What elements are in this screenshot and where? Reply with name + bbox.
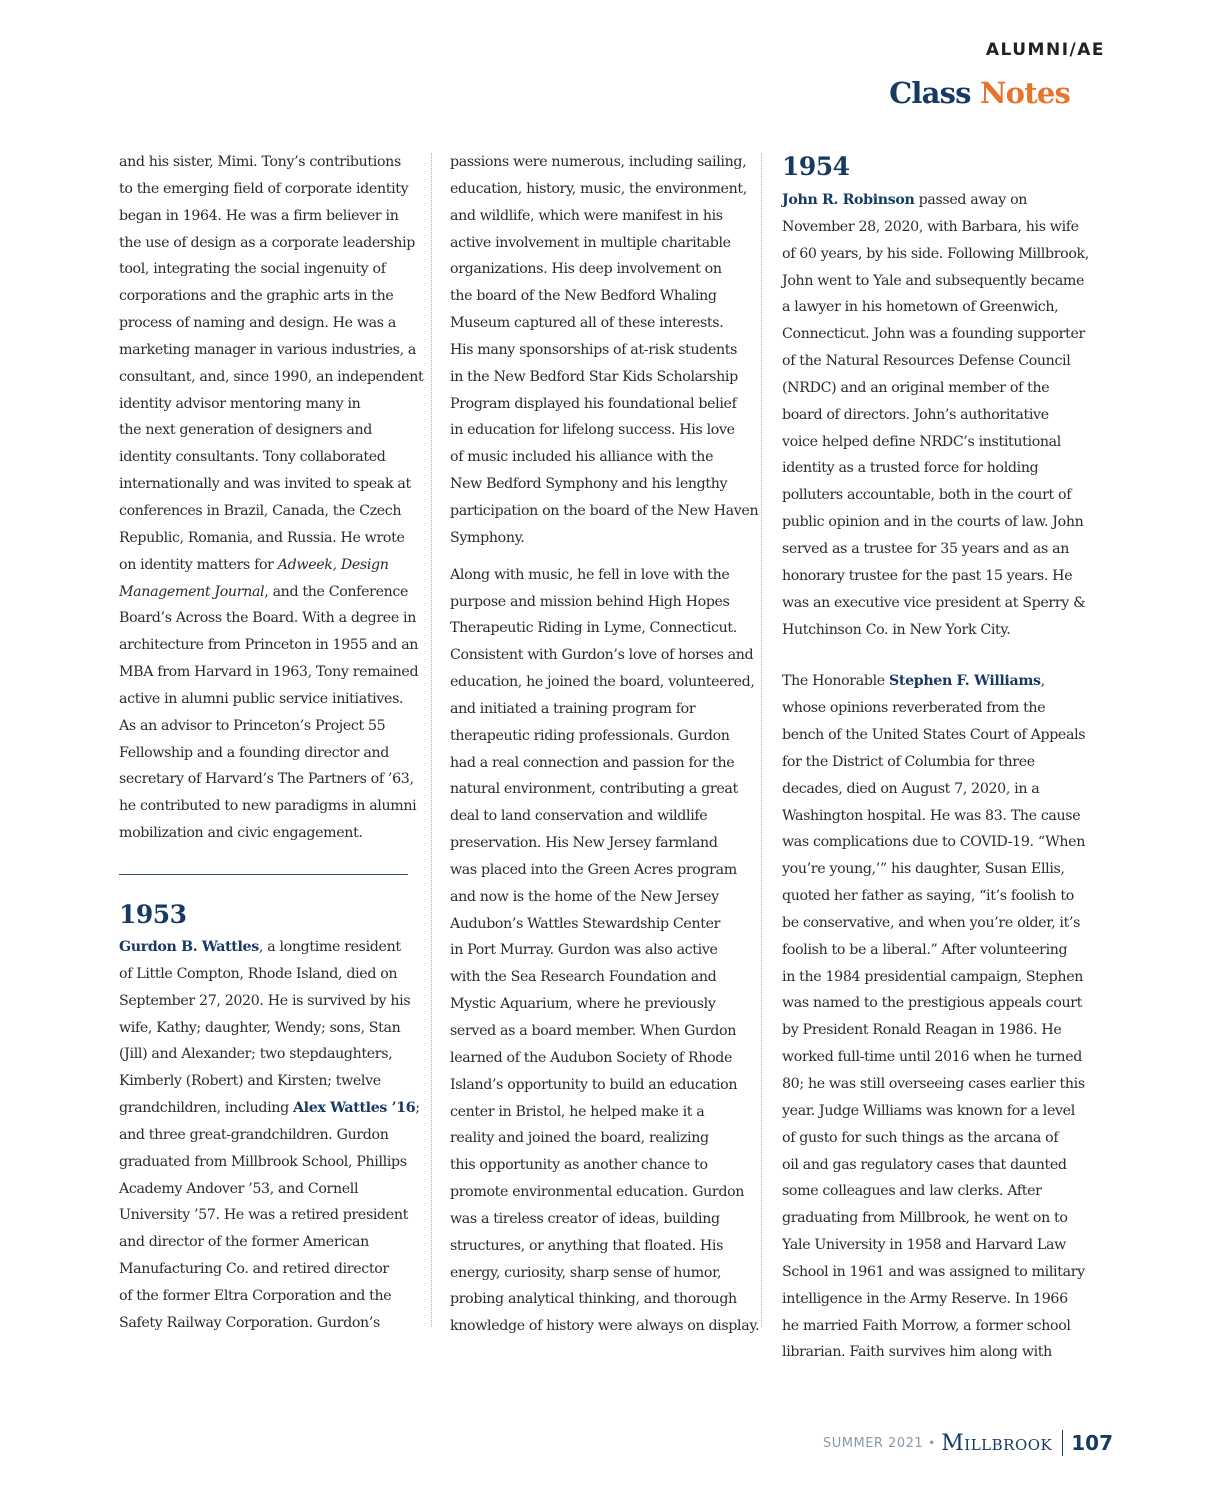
text-line: secretary of Harvard’s The Partners of ’63, — [119, 771, 414, 788]
text-line: graduating from Millbrook, he went on to — [782, 1210, 1068, 1227]
text-line: whose opinions reverberated from the — [782, 700, 1046, 717]
text-line: center in Bristol, he helped make it a — [450, 1103, 705, 1120]
class-year-heading: 1954 — [782, 152, 850, 181]
text-line: Museum captured all of these interests. — [450, 315, 724, 332]
text-line: voice helped define NRDC’s institutional — [782, 433, 1061, 450]
text-line: deal to land conservation and wildlife — [450, 808, 708, 825]
text-line: identity advisor mentoring many in — [119, 395, 361, 412]
text-line: was complications due to COVID-19. “When — [782, 834, 1085, 851]
text-line: preservation. His New Jersey farmland — [450, 835, 718, 852]
column-divider-left — [431, 153, 432, 1327]
text-span: , — [1040, 673, 1045, 690]
text-line: a lawyer in his hometown of Greenwich, — [782, 299, 1059, 316]
text-line: worked full-time until 2016 when he turned — [782, 1049, 1082, 1066]
text-line: November 28, 2020, with Barbara, his wife — [782, 218, 1079, 235]
text-line: and wildlife, which were manifest in his — [450, 207, 723, 224]
text-span: grandchildren, including — [119, 1100, 294, 1117]
text-line: decades, died on August 7, 2020, in a — [782, 780, 1040, 797]
class-1953-section — [119, 898, 419, 1337]
text-line: was an executive vice president at Sperry & — [782, 594, 1086, 611]
text-line: to the emerging field of corporate identity — [119, 180, 409, 197]
text-line: Kimberly (Robert) and Kirsten; twelve — [119, 1073, 381, 1090]
text-line: of the Natural Resources Defense Council — [782, 353, 1071, 370]
text-line: participation on the board of the New Haven — [450, 502, 759, 519]
text-line: consultant, and, since 1990, an independent — [119, 368, 424, 385]
text-line: Board’s Across the Board. With a degree in — [119, 610, 417, 627]
text-line: had a real connection and passion for the — [450, 754, 735, 771]
text-line: was named to the prestigious appeals court — [782, 995, 1083, 1012]
text-line: in Port Murray. Gurdon was also active — [450, 942, 718, 959]
section-rule — [119, 874, 408, 875]
text-line: education, he joined the board, volunteered, — [450, 674, 755, 691]
paragraph-gap — [782, 643, 1082, 668]
text-line: active in alumni public service initiatives. — [119, 690, 404, 707]
text-line: the use of design as a corporate leadership — [119, 234, 415, 251]
text-line: (Jill) and Alexander; two stepdaughters, — [119, 1046, 393, 1063]
text-line: probing analytical thinking, and thorough — [450, 1291, 737, 1308]
text-span: , a longtime resident — [258, 939, 401, 955]
text-line: the board of the New Bedford Whaling — [450, 288, 717, 305]
text-line — [119, 934, 419, 961]
text-line: and initiated a training program for — [450, 700, 696, 717]
text-line: some colleagues and law clerks. After — [782, 1183, 1042, 1200]
text-line: Yale University in 1958 and Harvard Law — [782, 1237, 1066, 1254]
text-line: intelligence in the Army Reserve. In 1966 — [782, 1290, 1068, 1307]
publication-title: Management Journal — [119, 583, 265, 600]
text-line: in the New Bedford Star Kids Scholarship — [450, 368, 738, 385]
text-line: and his sister, Mimi. Tony’s contributions — [119, 154, 401, 170]
text-line: honorary trustee for the past 15 years. He — [782, 567, 1073, 584]
text-line: Manufacturing Co. and retired director — [119, 1261, 389, 1278]
text-line: Connecticut. John was a founding supporter — [782, 326, 1085, 343]
text-line: purpose and mission behind High Hopes — [450, 593, 730, 610]
text-line: Therapeutic Riding in Lyme, Connecticut. — [450, 620, 737, 637]
text-line: served as a trustee for 35 years and as an — [782, 540, 1070, 557]
column-divider-right — [761, 153, 762, 1327]
text-line: learned of the Audubon Society of Rhode — [450, 1049, 733, 1066]
text-line: and now is the home of the New Jersey — [450, 888, 719, 905]
text-line: he married Faith Morrow, a former school — [782, 1317, 1071, 1334]
alumni-name: John R. Robinson — [782, 192, 915, 208]
text-line: architecture from Princeton in 1955 and an — [119, 637, 419, 654]
text-line — [119, 579, 419, 606]
text-line: Hutchinson Co. in New York City. — [782, 621, 1011, 638]
text-line: in education for lifelong success. His love — [450, 422, 735, 439]
text-line: of 60 years, by his side. Following Millbrook, — [782, 245, 1089, 262]
wattles-obituary-a — [119, 961, 419, 1095]
text-line: oil and gas regulatory cases that daunted — [782, 1156, 1067, 1173]
issue-label: SUMMER 2021 — [823, 1435, 924, 1451]
text-line: Island’s opportunity to build an education — [450, 1076, 738, 1093]
text-line: 80; he was still overseeing cases earlier this — [782, 1076, 1085, 1092]
text-line — [119, 1095, 419, 1122]
text-line: Fellowship and a founding director and — [119, 744, 389, 761]
bullet-separator: • — [928, 1436, 936, 1450]
text-line: foolish to be a liberal.” After volunteering — [782, 941, 1068, 958]
paragraph-gap — [450, 552, 750, 562]
text-line: University ’57. He was a retired president — [119, 1207, 408, 1224]
text-line: and three great-grandchildren. Gurdon — [119, 1126, 389, 1143]
publication-title: Adweek, Design — [277, 556, 389, 573]
wattles-riding-paragraph — [450, 562, 760, 1340]
footer-divider — [1062, 1430, 1063, 1456]
text-line: bench of the United States Court of Appeals — [782, 727, 1086, 744]
text-span: , and the Conference — [264, 583, 409, 600]
text-line: of the former Eltra Corporation and the — [119, 1287, 392, 1304]
text-line: identity consultants. Tony collaborated — [119, 449, 386, 466]
text-line: marketing manager in various industries, a — [119, 341, 417, 358]
text-line: MBA from Harvard in 1963, Tony remained — [119, 664, 419, 681]
text-line: Consistent with Gurdon’s love of horses and — [450, 647, 754, 664]
text-line: of Little Compton, Rhode Island, died on — [119, 965, 398, 982]
text-line — [782, 187, 1082, 214]
text-line: quoted her father as saying, “it’s foolish to — [782, 888, 1074, 905]
text-line: and director of the former American — [119, 1234, 369, 1251]
text-line: Republic, Romania, and Russia. He wrote — [119, 529, 405, 546]
text-line: energy, curiosity, sharp sense of humor, — [450, 1264, 722, 1281]
text-line: Program displayed his foundational belief — [450, 395, 737, 412]
text-line: public opinion and in the courts of law. John — [782, 514, 1084, 531]
text-line: structures, or anything that floated. His — [450, 1237, 724, 1254]
text-line: of gusto for such things as the arcana of — [782, 1129, 1059, 1146]
page-title — [889, 76, 1070, 110]
text-span: passed away on — [914, 192, 1028, 208]
page-number: 107 — [1071, 1431, 1113, 1455]
alumni-name: Stephen F. Williams — [888, 673, 1041, 690]
text-span: ; — [415, 1100, 420, 1117]
text-line: of music included his alliance with the — [450, 449, 714, 466]
text-line: Safety Railway Corporation. Gurdon’s — [119, 1314, 380, 1331]
text-line: Academy Andover ’53, and Cornell — [119, 1180, 359, 1197]
text-span: on identity matters for — [119, 556, 278, 573]
text-line: librarian. Faith survives him along with — [782, 1344, 1052, 1361]
text-line: His many sponsorships of at-risk students — [450, 341, 738, 358]
tony-obituary-continued — [119, 149, 424, 552]
text-line: year. Judge Williams was known for a level — [782, 1102, 1075, 1119]
text-line: September 27, 2020. He is survived by his — [119, 992, 411, 1009]
text-line: As an advisor to Princeton’s Project 55 — [119, 717, 386, 734]
text-line: served as a board member. When Gurdon — [450, 1023, 736, 1039]
column-3 — [782, 150, 1089, 1366]
section-label: ALUMNI/AE — [985, 40, 1105, 60]
text-line: Washington hospital. He was 83. The cause — [782, 807, 1081, 824]
text-line: organizations. His deep involvement on — [450, 261, 722, 278]
text-line: for the District of Columbia for three — [782, 753, 1035, 770]
magazine-name: Millbrook — [941, 1430, 1053, 1456]
tony-obituary-rest — [119, 605, 419, 847]
text-line: be conservative, and when you’re older, it’s — [782, 914, 1081, 931]
text-line: active involvement in multiple charitable — [450, 234, 731, 251]
text-line — [782, 668, 1082, 695]
text-line: tool, integrating the social ingenuity of — [119, 261, 386, 278]
text-line: polluters accountable, both in the court of — [782, 487, 1072, 504]
text-line: School in 1961 and was assigned to military — [782, 1263, 1085, 1280]
text-line: Symphony. — [450, 529, 525, 546]
text-line: passions were numerous, including sailing, — [450, 154, 747, 170]
text-span: The Honorable — [782, 673, 889, 690]
text-line: the next generation of designers and — [119, 422, 373, 439]
text-line: you’re young,’” his daughter, Susan Ellis, — [782, 861, 1065, 878]
text-line: internationally and was invited to speak at — [119, 476, 411, 493]
text-line: (NRDC) and an original member of the — [782, 379, 1050, 396]
text-line: Along with music, he fell in love with the — [450, 566, 730, 583]
text-line: was placed into the Green Acres program — [450, 861, 737, 878]
text-line: was a tireless creator of ideas, building — [450, 1210, 720, 1227]
text-line: Audubon’s Wattles Stewardship Center — [450, 915, 721, 932]
text-line: process of naming and design. He was a — [119, 315, 396, 332]
text-line: began in 1964. He was a firm believer in — [119, 207, 399, 224]
text-line: wife, Kathy; daughter, Wendy; sons, Stan — [119, 1019, 401, 1036]
text-line: graduated from Millbrook School, Phillips — [119, 1153, 407, 1170]
text-line: promote environmental education. Gurdon — [450, 1184, 745, 1201]
text-line: board of directors. John’s authoritative — [782, 406, 1049, 423]
robinson-obituary — [782, 214, 1089, 644]
class-year-heading: 1953 — [119, 900, 187, 929]
wattles-passions-paragraph — [450, 149, 759, 552]
text-line: John went to Yale and subsequently became — [782, 272, 1085, 289]
williams-obituary — [782, 695, 1086, 1366]
text-line: New Bedford Symphony and his lengthy — [450, 476, 728, 493]
alumni-name: Gurdon B. Wattles — [119, 939, 259, 955]
page-footer — [823, 1427, 1113, 1459]
text-line: knowledge of history were always on display. — [450, 1318, 760, 1335]
text-line: mobilization and civic engagement. — [119, 825, 363, 842]
text-line: natural environment, contributing a great — [450, 781, 738, 798]
text-line: education, history, music, the environment, — [450, 180, 747, 197]
text-line: with the Sea Research Foundation and — [450, 969, 717, 986]
text-line: Mystic Aquarium, where he previously — [450, 996, 716, 1013]
text-line: conferences in Brazil, Canada, the Czech — [119, 502, 402, 519]
text-line — [119, 552, 419, 579]
text-line: in the 1984 presidential campaign, Stephen — [782, 968, 1084, 985]
text-line: corporations and the graphic arts in the — [119, 288, 394, 305]
text-line: this opportunity as another chance to — [450, 1157, 708, 1174]
page-title-class: Class — [889, 76, 971, 110]
column-1 — [119, 149, 424, 847]
wattles-obituary-b — [119, 1122, 419, 1337]
alumni-name: Alex Wattles ’16 — [293, 1100, 416, 1117]
text-line: by President Ronald Reagan in 1986. He — [782, 1022, 1062, 1039]
text-line: identity as a trusted force for holding — [782, 460, 1039, 477]
text-line: he contributed to new paradigms in alumni — [119, 798, 417, 815]
page-title-notes: Notes — [979, 76, 1070, 110]
text-line: therapeutic riding professionals. Gurdon — [450, 727, 730, 744]
text-line: reality and joined the board, realizing — [450, 1130, 709, 1147]
column-2 — [450, 149, 760, 1340]
